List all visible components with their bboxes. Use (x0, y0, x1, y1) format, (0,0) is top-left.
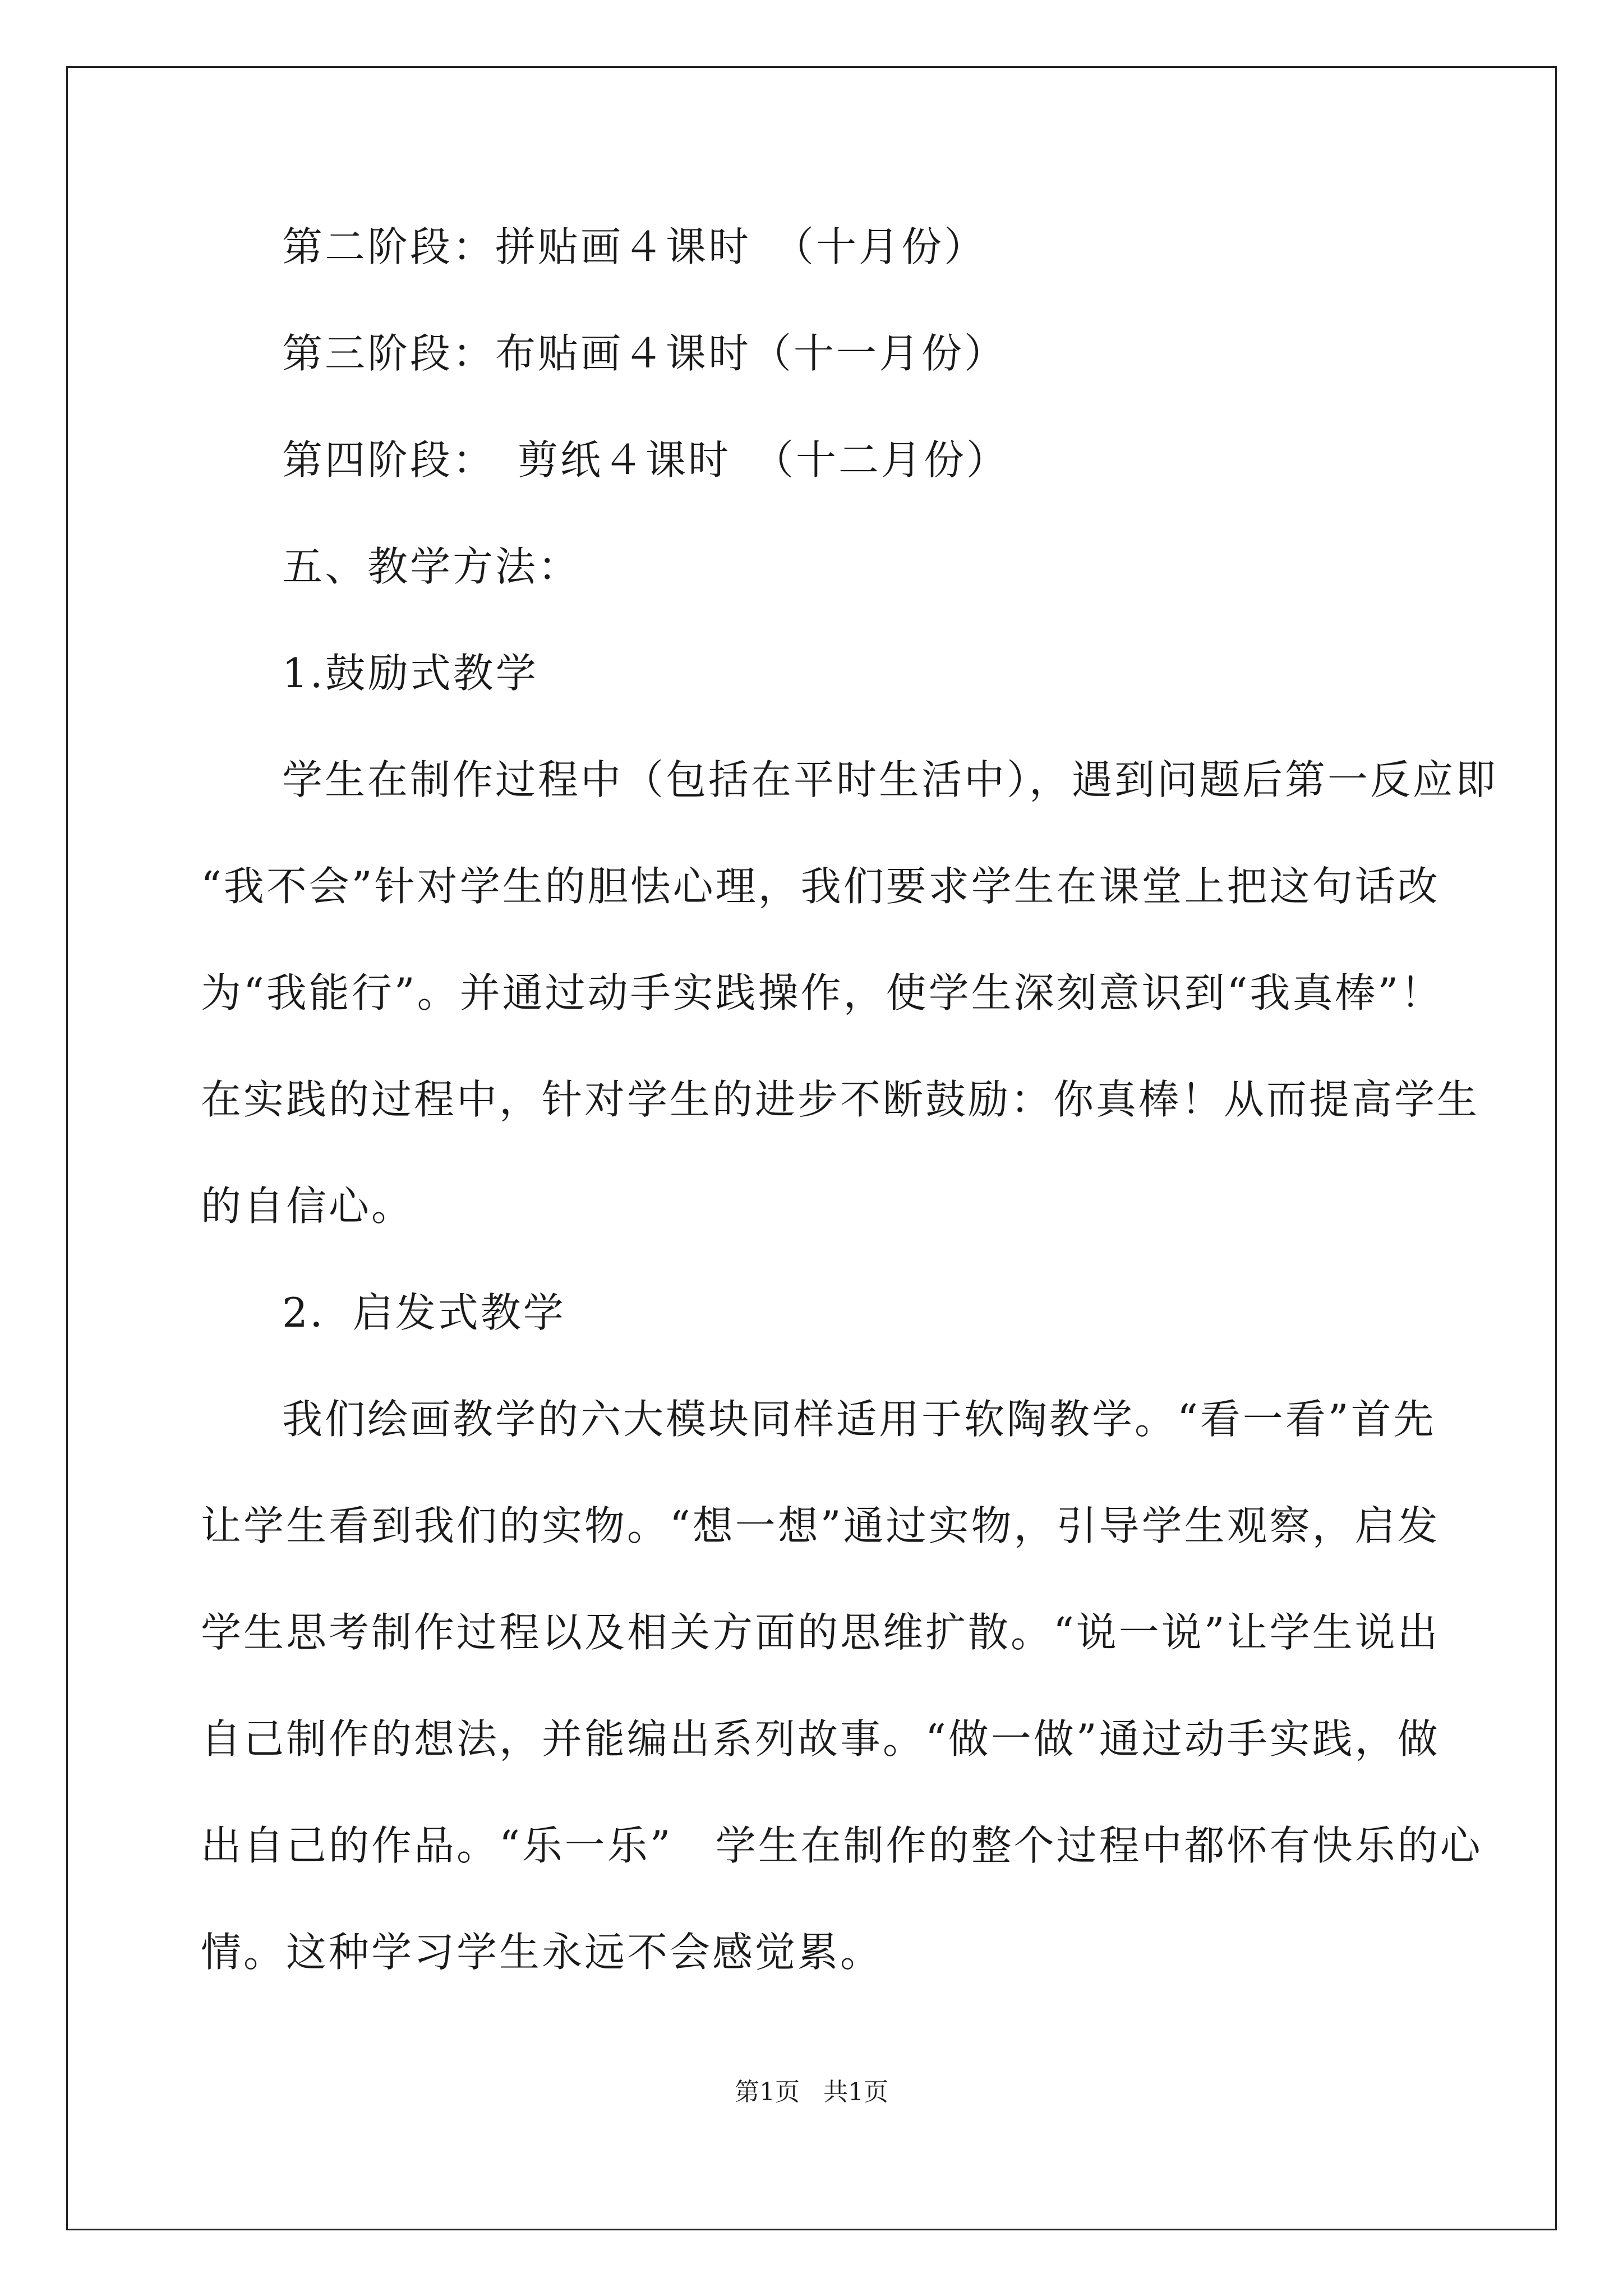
page-number-total: 共1页 (823, 2078, 888, 2106)
page-footer (0, 2076, 1623, 2109)
paragraph-line: 学生在制作过程中（包括在平时生活中），遇到问题后第一反应即 (282, 756, 1498, 803)
paragraph-line: 为“我能行”。并通过动手实践操作，使学生深刻意识到“我真棒”！ (201, 969, 1444, 1016)
subheading-heuristic-teaching: 2．启发式教学 (282, 1289, 566, 1336)
section-heading-teaching-methods: 五、教学方法： (282, 543, 581, 590)
paragraph-line: 出自己的作品。“乐一乐” 学生在制作的整个过程中都怀有快乐的心 (201, 1822, 1483, 1869)
subheading-encouraging-teaching: 1.鼓励式教学 (282, 650, 538, 697)
paragraph-line: 情。这种学习学生永远不会感觉累。 (201, 1929, 883, 1976)
stage-two-line: 第二阶段：拼贴画４课时 （十月份） (282, 223, 987, 270)
paragraph-line: 让学生看到我们的实物。“想一想”通过实物，引导学生观察，启发 (201, 1502, 1440, 1549)
stage-three-line: 第三阶段：布贴画４课时（十一月份） (282, 330, 1007, 377)
page-number-current: 第1页 (735, 2078, 800, 2106)
paragraph-line: “我不会”针对学生的胆怯心理，我们要求学生在课堂上把这句话改 (201, 863, 1440, 910)
paragraph-line: 学生思考制作过程以及相关方面的思维扩散。“说一说”让学生说出 (201, 1609, 1440, 1656)
page-border (66, 66, 1557, 2230)
paragraph-line: 自己制作的想法，并能编出系列故事。“做一做”通过动手实践，做 (201, 1715, 1440, 1763)
paragraph-line: 的自信心。 (201, 1182, 414, 1230)
paragraph-line: 我们绘画教学的六大模块同样适用于软陶教学。“看一看”首先 (282, 1396, 1436, 1443)
paragraph-line: 在实践的过程中，针对学生的进步不断鼓励：你真棒！从而提高学生 (201, 1076, 1480, 1123)
stage-four-line: 第四阶段： 剪纸４课时 （十二月份） (282, 436, 1009, 484)
